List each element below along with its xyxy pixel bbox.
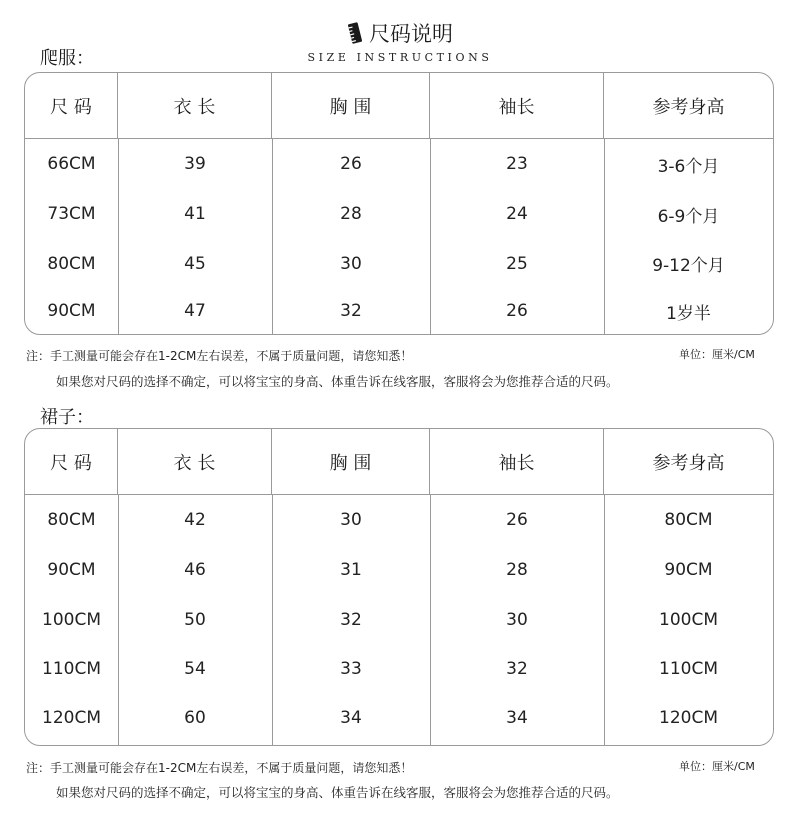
- unit-label: 单位：厘米/CM: [679, 348, 755, 361]
- table-cell: 3-6个月: [657, 156, 720, 177]
- skirt-size-table: [24, 428, 774, 746]
- column-divider: [430, 495, 431, 745]
- table-cell: 73CM: [47, 204, 96, 224]
- ruler-icon: [347, 22, 363, 44]
- table-cell: 26: [506, 510, 528, 530]
- table-cell: 54: [184, 658, 206, 679]
- table-row: [25, 545, 773, 595]
- table-row: [25, 189, 773, 239]
- column-divider: [604, 139, 605, 334]
- table-header-row: [25, 429, 773, 495]
- column-divider: [604, 495, 605, 745]
- table-cell: 33: [340, 658, 362, 679]
- table-cell: 9-12个月: [652, 256, 725, 276]
- unit-label: 单位：厘米/CM: [679, 760, 755, 773]
- column-header: 胸 围: [272, 429, 430, 494]
- table-cell: 25: [506, 253, 528, 274]
- table-row: [25, 595, 773, 644]
- table-cell: 30: [340, 253, 362, 274]
- table-cell: 28: [340, 204, 362, 224]
- column-header: 参考身高: [652, 452, 725, 474]
- column-header: 尺 码: [25, 429, 118, 494]
- table-cell: 90CM: [664, 560, 713, 580]
- table-cell: 41: [184, 204, 206, 224]
- table-cell: 46: [184, 560, 206, 580]
- table-cell: 28: [506, 560, 528, 580]
- measurement-note: 注：手工测量可能会存在1-2CM左右误差，不属于质量问题，请您知悉！: [26, 349, 413, 363]
- measurement-note: 注：手工测量可能会存在1-2CM左右误差，不属于质量问题，请您知悉！: [26, 761, 413, 775]
- page-header: [0, 18, 800, 48]
- table-cell: 45: [184, 253, 206, 274]
- table-cell: 1岁半: [666, 303, 711, 324]
- table-cell: 24: [506, 204, 528, 224]
- column-header: 胸 围: [272, 73, 430, 138]
- table-cell: 80CM: [47, 253, 96, 274]
- romper-size-table: [24, 72, 774, 335]
- table-cell: 60: [184, 708, 206, 728]
- table-cell: 32: [340, 609, 362, 630]
- table-cell: 6-9个月: [657, 206, 720, 227]
- table-cell: 32: [340, 301, 362, 321]
- table-cell: 50: [184, 609, 206, 630]
- table-cell: 100CM: [42, 609, 101, 630]
- table-cell: 80CM: [664, 510, 713, 530]
- column-header: 尺 码: [25, 73, 118, 138]
- column-divider: [118, 495, 119, 745]
- size-advice-note: 如果您对尺码的选择不确定，可以将宝宝的身高、体重告诉在线客服，客服将会为您推荐合适的尺码。: [56, 785, 619, 800]
- table-cell: 39: [184, 154, 206, 174]
- table-cell: 90CM: [47, 560, 96, 580]
- table-cell: 31: [340, 560, 362, 580]
- table-cell: 47: [184, 301, 206, 321]
- column-header: 袖长: [430, 429, 604, 494]
- page-subtitle: SIZE INSTRUCTIONS: [307, 51, 493, 64]
- table-cell: 100CM: [659, 609, 718, 630]
- page-title: [347, 18, 453, 48]
- column-header: 参考身高: [652, 96, 725, 118]
- table-body: [25, 139, 773, 334]
- table-cell: 30: [506, 609, 528, 630]
- table-cell: 30: [340, 510, 362, 530]
- table-cell: 120CM: [42, 708, 101, 728]
- table-cell: 34: [340, 708, 362, 728]
- title-text: 尺码说明: [369, 22, 453, 46]
- table-row: [25, 644, 773, 693]
- size-advice-note: 如果您对尺码的选择不确定，可以将宝宝的身高、体重告诉在线客服，客服将会为您推荐合适的尺码。: [56, 374, 619, 389]
- column-divider: [272, 495, 273, 745]
- column-header: 衣 长: [118, 429, 272, 494]
- table-row: [25, 495, 773, 545]
- table-cell: 34: [506, 708, 528, 728]
- table-cell: 32: [506, 658, 528, 679]
- table-body: [25, 495, 773, 745]
- table-cell: 90CM: [47, 301, 96, 321]
- column-divider: [272, 139, 273, 334]
- table-header-row: [25, 73, 773, 139]
- table-cell: 80CM: [47, 510, 96, 530]
- column-header: 袖长: [430, 73, 604, 138]
- table-cell: 26: [340, 154, 362, 174]
- table-cell: 110CM: [659, 658, 718, 679]
- column-header: 衣 长: [118, 73, 272, 138]
- table-cell: 110CM: [42, 658, 101, 679]
- romper-section-label: 爬服：: [40, 48, 94, 69]
- skirt-section-label: 裙子：: [40, 407, 94, 428]
- table-row: [25, 693, 773, 743]
- table-cell: 26: [506, 301, 528, 321]
- table-cell: 23: [506, 154, 528, 174]
- table-cell: 120CM: [659, 708, 718, 728]
- table-row: [25, 288, 773, 334]
- table-row: [25, 139, 773, 189]
- table-cell: 42: [184, 510, 206, 530]
- column-divider: [118, 139, 119, 334]
- column-divider: [430, 139, 431, 334]
- table-cell: 66CM: [47, 154, 96, 174]
- table-row: [25, 239, 773, 288]
